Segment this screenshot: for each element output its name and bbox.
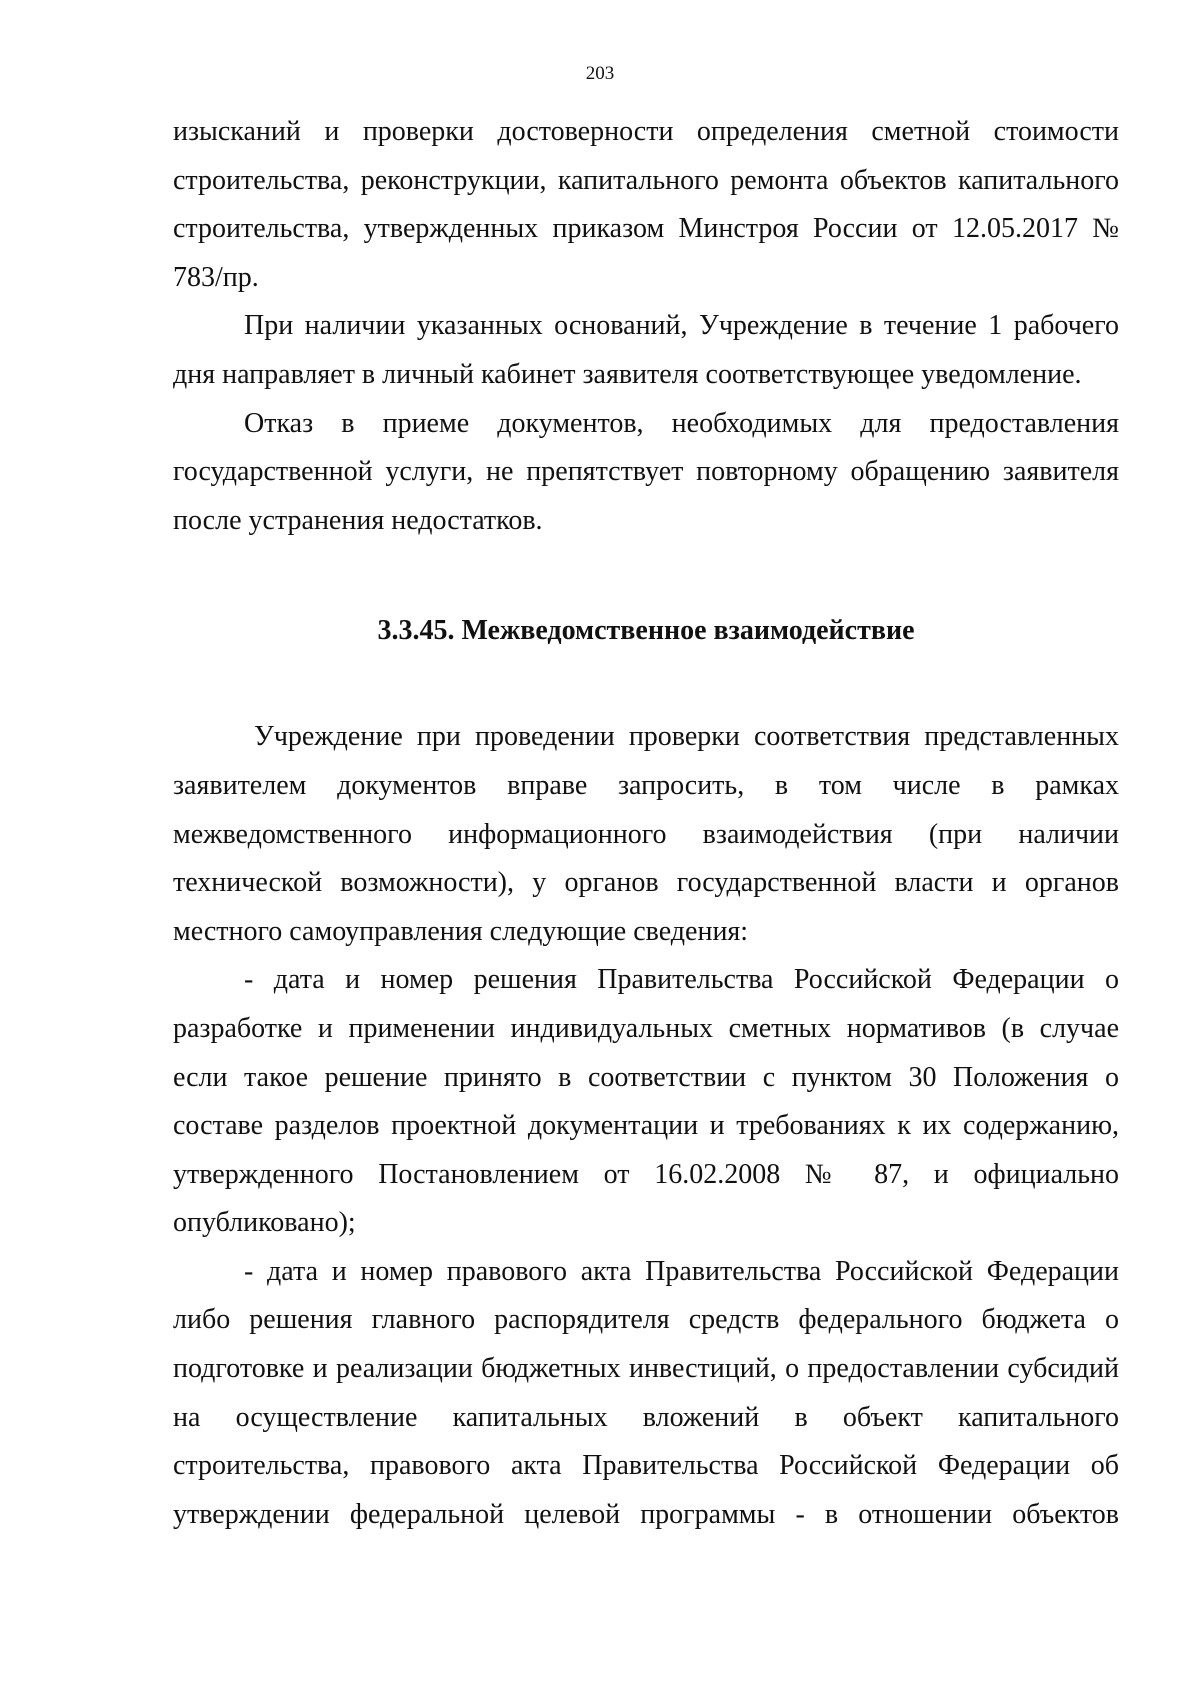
section-heading: 3.3.45. Межведомственное взаимодействие: [377, 615, 915, 647]
list-item-legal-act: - дата и номер правового акта Правительства Российской Федерации либо решения главного распорядителя средств федерального бюджета о подготовке и реализации бюджетных инвестиций, о предоставлении субсидий на осуществление капитальных вложений в объект капитального строительства, правового акта Правительства Российской Федерации об утверждении федеральной целевой программы - в отношении объектов: [173, 1255, 1119, 1530]
paragraph-interagency-intro: Учреждение при проведении проверки соответствия представленных заявителем документов вправе запросить, в том числе в рамках межведомственного информационного взаимодействия (при наличии технической возможности), у органов государственной власти и органов местного самоуправления следующие сведения:: [173, 721, 1119, 947]
page-number: 203: [585, 63, 615, 84]
list-item-government-decision: - дата и номер решения Правительства Российской Федерации о разработке и применении индивидуальных сметных нормативов (в случае если такое решение принято в соответствии с пунктом 30 Положения о составе разделов проектной документации и требованиях к их содержанию, утвержденного Постановлением от 16.02.2008 № 87, и официально опубликовано);: [173, 964, 1119, 1239]
paragraph-notification: При наличии указанных оснований, Учреждение в течение 1 рабочего дня направляет в личный кабинет заявителя соответствующее уведомление.: [173, 310, 1119, 390]
paragraph-continuation: изысканий и проверки достоверности определения сметной стоимости строительства, реконструкции, капитального ремонта объектов капитального строительства, утвержденных приказом Минстроя России от 12.05.2017 № 783/пр.: [173, 116, 1119, 293]
paragraph-refusal: Отказ в приеме документов, необходимых для предоставления государственной услуги, не препятствует повторному обращению заявителя после устранения недостатков.: [173, 407, 1119, 536]
document-body: [173, 108, 1119, 1539]
